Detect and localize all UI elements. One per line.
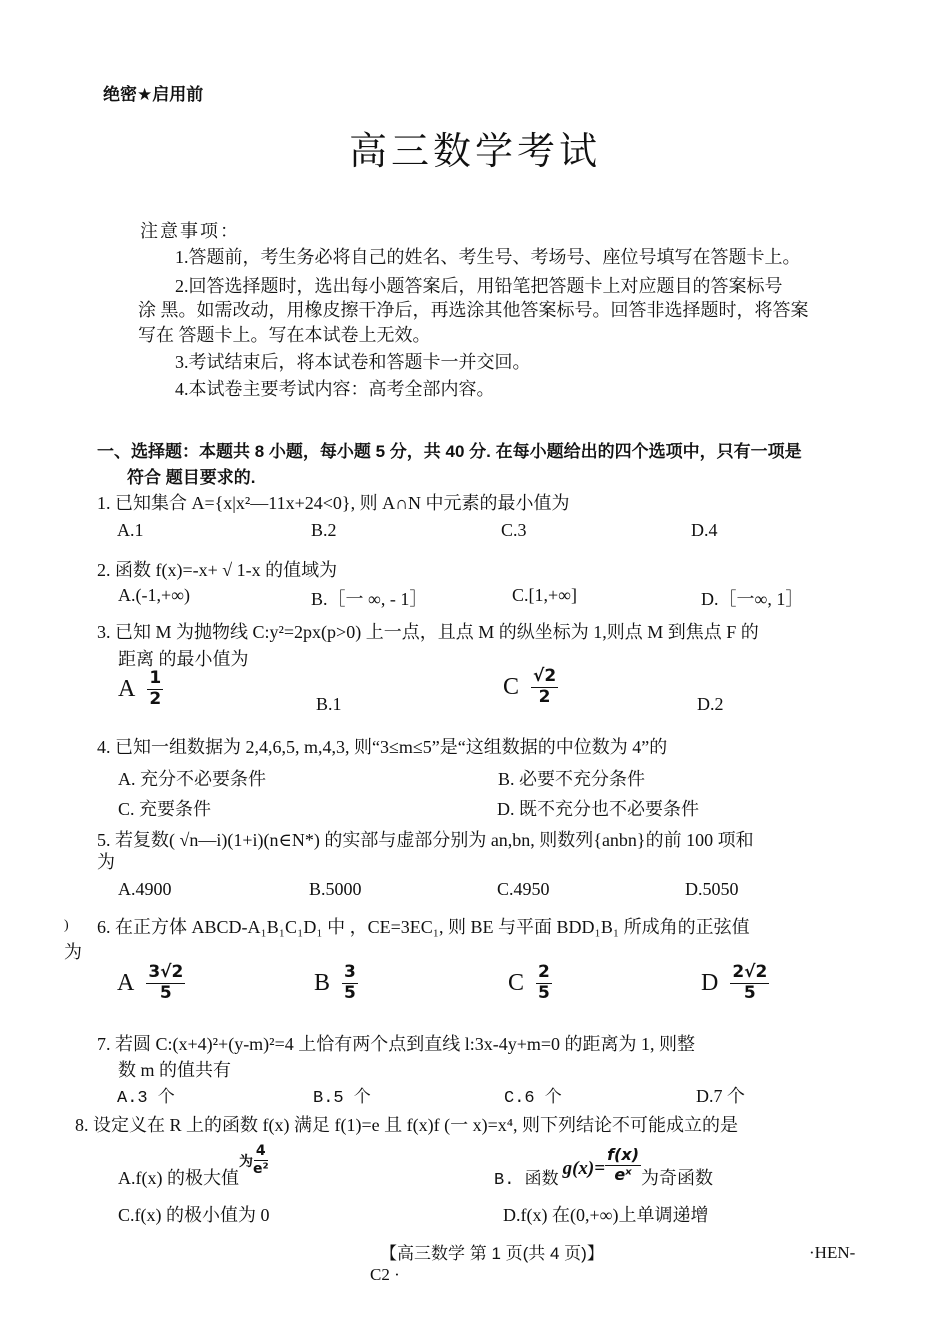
- fraction-numerator: 3: [344, 962, 356, 982]
- section-heading-cont: 符合 题目要求的.: [127, 468, 256, 487]
- fraction-denominator: 2: [538, 686, 551, 707]
- fraction: [253, 1144, 269, 1176]
- fraction: [147, 670, 163, 709]
- question-8-option-c: C.f(x) 的极小值为 0: [118, 1205, 270, 1225]
- notice-item-2: 2.回答选择题时，选出每小题答案后，用铅笔把答题卡上对应题目的答案标号: [175, 276, 783, 296]
- question-4-stem: 4. 已知一组数据为 2,4,6,5, m,4,3, 则“3≤m≤5”是“这组数据的中位数为 4”的: [97, 737, 668, 757]
- margin-mark: ): [64, 918, 69, 933]
- question-3-option-b: B.1: [316, 694, 342, 714]
- section-heading: 一、选择题：本题共 8 小题，每小题 5 分，共 40 分. 在每小题给出的四个选项中，只有一项是: [97, 442, 802, 461]
- option-letter: A: [118, 675, 136, 702]
- fraction: [342, 964, 358, 1003]
- notice-heading: 注意事项：: [140, 221, 240, 241]
- option-letter: C: [503, 673, 520, 700]
- question-3-option-d: D.2: [697, 694, 724, 714]
- question-2-stem: 2. 函数 f(x)=-x+ √ 1-x 的值域为: [97, 560, 338, 580]
- question-1-option-a: A.1: [117, 520, 144, 540]
- question-6-stem-cont: 为: [64, 942, 82, 962]
- notice-item-2-cont-2: 写在 答题卡上。写在本试卷上无效。: [138, 325, 431, 345]
- question-5-stem-cont: 为: [97, 852, 115, 872]
- question-6-option-c: [508, 964, 552, 1003]
- fraction-numerator: 4: [255, 1142, 266, 1159]
- notice-item-3: 3.考试结束后，将本试卷和答题卡一并交回。: [175, 352, 531, 372]
- fraction-denominator: 5: [538, 982, 550, 1003]
- fraction-denominator: 5: [159, 982, 172, 1003]
- question-6-option-d: [701, 964, 769, 1003]
- question-4-option-a: A. 充分不必要条件: [118, 769, 266, 789]
- option-b-formula: g(x)=: [562, 1158, 606, 1179]
- question-2-option-d: D.［一∞, 1］: [701, 589, 804, 609]
- fraction: [730, 964, 769, 1003]
- question-1-option-c: C.3: [501, 520, 527, 540]
- question-6-stem: 6. 在正方体 ABCD-A₁B₁C₁D₁ 中 ，CE=3EC₁, 则 BE 与平面 BDD₁B₁ 所成角的正弦值: [97, 917, 750, 937]
- question-7-option-c: C.6 个: [504, 1089, 562, 1108]
- question-4-option-b: B. 必要不充分条件: [498, 769, 646, 789]
- option-b-text: B. 函数: [494, 1171, 559, 1190]
- fraction: [146, 964, 185, 1003]
- fraction-numerator: √2: [533, 666, 557, 686]
- fraction: [531, 668, 558, 707]
- fraction-denominator: eˣ: [614, 1164, 632, 1184]
- question-5-option-c: C.4950: [497, 879, 550, 899]
- notice-item-1: 1.答题前，考生务必将自己的姓名、考生号、考场号、座位号填写在答题卡上。: [175, 247, 801, 267]
- question-7-stem: 7. 若圆 C:(x+4)²+(y-m)²=4 上恰有两个点到直线 l:3x-4y+m=0 的距离为 1, 则整: [97, 1034, 696, 1054]
- question-8-option-d: D.f(x) 在(0,+∞)上单调递增: [503, 1205, 709, 1225]
- question-1-stem: 1. 已知集合 A={x|x²—11x+24<0}, 则 A∩N 中元素的最小值为: [97, 493, 570, 513]
- fraction-denominator: 5: [743, 982, 756, 1003]
- question-8-stem: 8. 设定义在 R 上的函数 f(x) 满足 f(1)=e 且 f(x)f (一 x)=x⁴, 则下列结论不可能成立的是: [75, 1115, 739, 1135]
- option-letter: C: [508, 969, 525, 996]
- fraction-numerator: 3√2: [148, 962, 184, 982]
- question-3-option-a: [118, 670, 163, 709]
- question-5-option-b: B.5000: [309, 879, 362, 899]
- question-2-option-c: C.[1,+∞]: [512, 585, 577, 605]
- question-7-option-d: D.7 个: [696, 1086, 745, 1106]
- question-4-option-d: D. 既不充分也不必要条件: [497, 799, 699, 819]
- question-5-stem: 5. 若复数( √n—i)(1+i)(n∈N*) 的实部与虚部分别为 an,bn, 则数列{anbn}的前 100 项和: [97, 830, 754, 850]
- confidential-mark: 绝密★启用前: [103, 85, 204, 104]
- question-5-option-a: A.4900: [118, 879, 172, 899]
- question-1-option-d: D.4: [691, 520, 718, 540]
- question-6-option-b: [314, 964, 358, 1003]
- fraction-numerator: f(x): [607, 1144, 639, 1164]
- fraction-numerator: 2: [538, 962, 550, 982]
- fraction-numerator: 1: [149, 668, 162, 688]
- paper-code-cont: C2 ·: [370, 1265, 400, 1284]
- question-8-option-b: [494, 1140, 713, 1190]
- option-letter: D: [701, 969, 719, 996]
- option-a-text: A.f(x) 的极大值: [118, 1168, 239, 1188]
- fraction-denominator: e²: [252, 1160, 269, 1177]
- fraction: [605, 1144, 641, 1184]
- option-letter: B: [314, 969, 331, 996]
- fraction-denominator: 2: [149, 688, 162, 709]
- question-2-option-a: A.(-1,+∞): [118, 585, 190, 605]
- fraction-denominator: 5: [344, 982, 356, 1003]
- notice-item-2-cont: 涂 黑。如需改动，用橡皮擦干净后，再选涂其他答案标号。回答非选择题时，将答案: [138, 300, 809, 320]
- option-letter: A: [117, 969, 135, 996]
- option-b-suffix: 为奇函数: [641, 1168, 713, 1188]
- fraction: [536, 964, 552, 1003]
- question-3-option-c: [503, 668, 558, 707]
- question-3-stem-cont: 距离 的最小值为: [118, 649, 249, 669]
- question-7-option-b: B.5 个: [313, 1089, 371, 1108]
- notice-item-4: 4.本试卷主要考试内容：高考全部内容。: [175, 379, 495, 399]
- paper-code: ·HEN-: [809, 1243, 856, 1262]
- question-2-option-b: B.［一 ∞, - 1］: [311, 589, 428, 609]
- question-7-stem-cont: 数 m 的值共有: [118, 1060, 232, 1080]
- question-4-option-c: C. 充要条件: [118, 799, 212, 819]
- page-footer: 【高三数学 第 1 页(共 4 页)】: [380, 1244, 604, 1263]
- question-8-option-a: [118, 1140, 269, 1190]
- option-a-yu: 为: [238, 1153, 253, 1169]
- page-title: 高三数学考试: [348, 131, 601, 173]
- question-1-option-b: B.2: [311, 520, 337, 540]
- question-3-stem: 3. 已知 M 为抛物线 C:y²=2px(p>0) 上一点，且点 M 的纵坐标为 1,则点 M 到焦点 F 的: [97, 622, 759, 642]
- question-5-option-d: D.5050: [685, 879, 739, 899]
- fraction-numerator: 2√2: [732, 962, 768, 982]
- question-7-option-a: A.3 个: [117, 1089, 175, 1108]
- question-6-option-a: [117, 964, 185, 1003]
